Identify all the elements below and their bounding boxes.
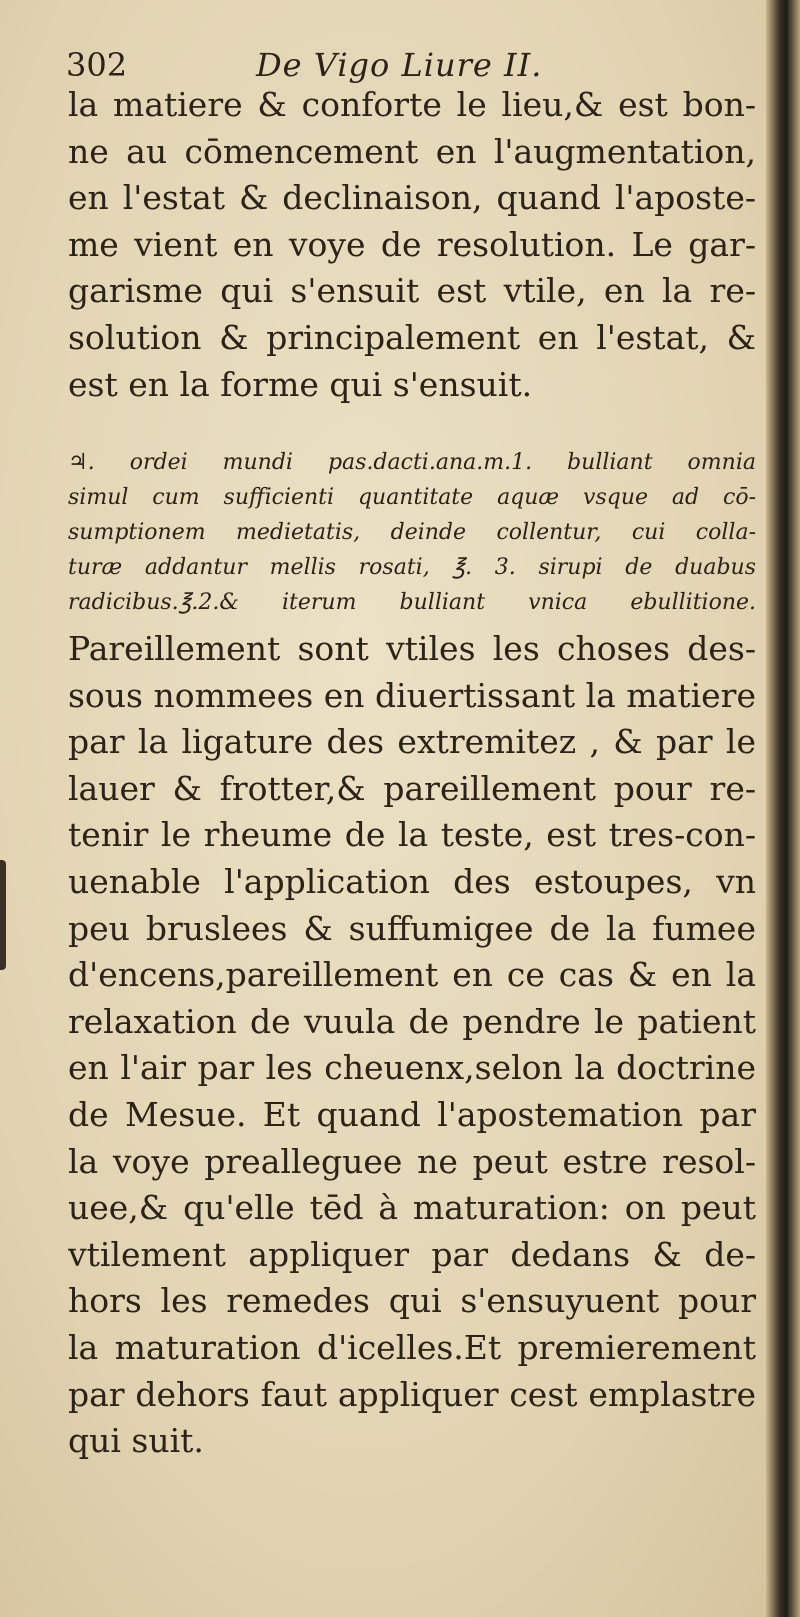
text-line: est en la forme qui s'ensuit. (68, 364, 533, 404)
text-line: qui suit. (68, 1421, 204, 1461)
text-line: solution & principalement en l'estat, & (68, 317, 756, 357)
recipe-line: turæ addantur mellis rosati, ℥. 3. sirupi de duabus (68, 555, 756, 580)
recipe-line: ♃. ordei mundi pas.dacti.ana.m.1. bulliant omnia (68, 450, 756, 475)
recipe-line: sumptionem medietatis, deinde collentur, cui colla- (68, 520, 756, 545)
text-line: la maturation d'icelles.Et premierement (68, 1327, 756, 1367)
text-line: la voye prealleguee ne peut estre resol- (68, 1141, 756, 1181)
text-line: relaxation de vuula de pendre le patient (68, 1001, 756, 1041)
text-line: lauer & frotter,& pareillement pour re- (68, 768, 756, 808)
text-line: ne au cōmencement en l'augmentation, (68, 131, 756, 171)
text-line: sous nommees en diuertissant la matiere (68, 675, 756, 715)
text-line: la matiere & conforte le lieu,& est bon- (68, 85, 756, 124)
text-line: par la ligature des extremitez , & par le (68, 722, 756, 762)
text-line: d'encens,pareillement en ce cas & en la (68, 955, 756, 995)
text-line: Pareillement sont vtiles les choses des- (68, 629, 756, 668)
recipe-block (68, 445, 756, 620)
text-line: tenir le rheume de la teste, est tres-con- (68, 815, 756, 855)
folio-number: 302 (66, 46, 128, 84)
page-edge-binding (766, 0, 800, 1617)
paragraph-1 (68, 82, 756, 408)
text-line: en l'air par les cheuenx,selon la doctrine (68, 1048, 756, 1088)
recipe-line: simul cum sufficienti quantitate aquæ vsque ad cō- (68, 485, 756, 510)
page-edge-shadow-left (0, 860, 6, 970)
text-line: me vient en voye de resolution. Le gar- (68, 224, 756, 264)
text-line: uee,& qu'elle tēd à maturation: on peut (68, 1188, 756, 1228)
text-line: de Mesue. Et quand l'apostemation par (68, 1094, 756, 1134)
text-line: par dehors faut appliquer cest emplastre (68, 1374, 756, 1414)
text-line: hors les remedes qui s'ensuyuent pour (68, 1281, 756, 1321)
running-title: De Vigo Liure II. (256, 46, 543, 84)
text-line: garisme qui s'ensuit est vtile, en la re- (68, 271, 756, 311)
text-line: peu bruslees & suffumigee de la fumee (68, 908, 756, 948)
text-line: en l'estat & declinaison, quand l'aposte- (68, 178, 756, 218)
paragraph-2 (68, 626, 756, 1465)
text-line: uenable l'application des estoupes, vn (68, 861, 756, 901)
recipe-line: radicibus.℥.2.& iterum bulliant vnica ebullitione. (68, 590, 756, 615)
text-line: vtilement appliquer par dedans & de- (68, 1234, 756, 1274)
